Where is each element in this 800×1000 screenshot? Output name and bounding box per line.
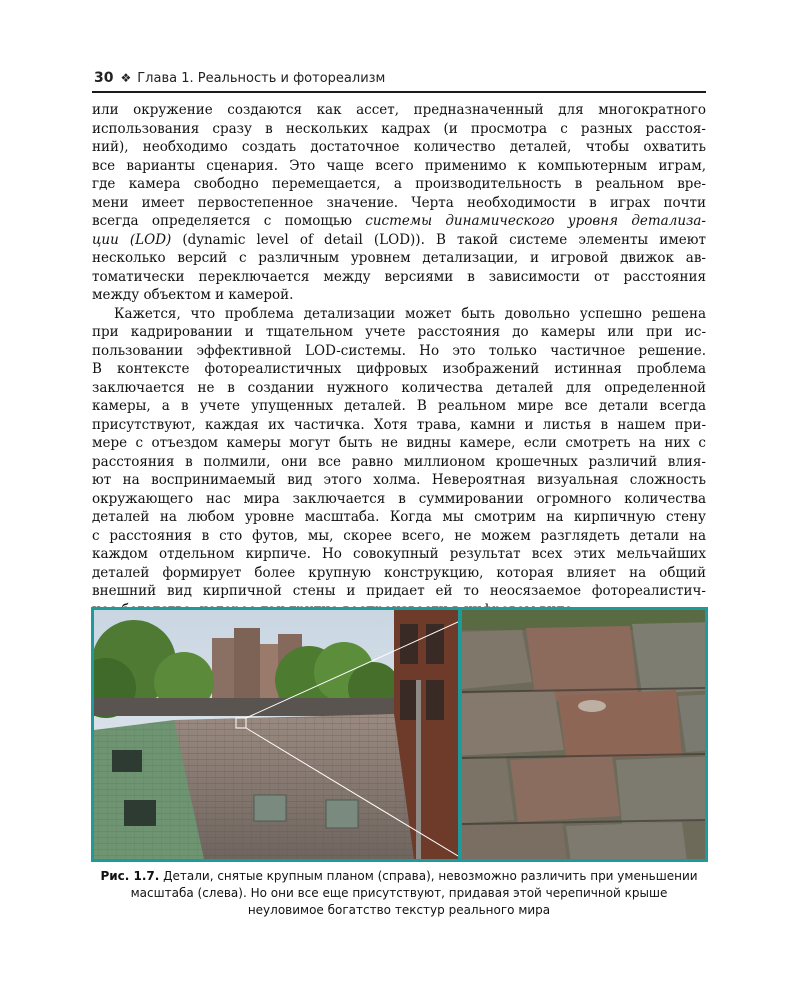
paragraph-1-line: использования сразу в нескольких кадрах (и просмотра с разных расстоя- [92, 120, 706, 137]
paragraph-2-line: камеры, а в учете упущенных деталей. В реальном мире все детали всегда [92, 398, 706, 414]
body-text [92, 101, 706, 619]
caption-line: неуловимое богатство текстур реального мира [247, 903, 551, 917]
running-header [94, 70, 706, 90]
paragraph-1-line: между объектом и камерой. [92, 287, 294, 303]
paragraph-2-line: расстояния в полмили, они все равно миллионом крошечных различий влия- [92, 453, 706, 470]
paragraph-1-line [92, 212, 706, 231]
paragraph-2-line: с расстояния в сто футов, мы, скорее всего, не можем разглядеть детали на [92, 527, 706, 544]
italic-term: ции (LOD) [92, 231, 172, 248]
roof-wide-illustration [94, 610, 458, 859]
figure-caption [92, 868, 706, 919]
paragraph-1-line: несколько версий с различным уровнем детализации, и игровой движок ав- [92, 250, 706, 266]
paragraph-2-line: В контексте фотореалистичных цифровых изображений истинная проблема [92, 361, 706, 377]
line-text: всегда определяется с помощью [92, 213, 366, 229]
paragraph-1-line: или окружение создаются как ассет, предназначенный для многократного [92, 102, 706, 118]
italic-term: системы динамического уровня детализа- [365, 213, 706, 229]
paragraph-2-line: Кажется, что проблема детализации может быть довольно успешно решена [114, 305, 706, 322]
page-number: 30 [94, 70, 114, 86]
header-rule [92, 91, 706, 93]
paragraph-2-line: деталей формирует более крупную конструкцию, которая влияет на общий [92, 564, 706, 581]
paragraph-2-line: присутствуют, каждая их частичка. Хотя трава, камни и листья в нашем при- [92, 416, 706, 433]
paragraph-2-line: заключается не в создании нужного количества деталей для определенной [92, 379, 706, 396]
roof-wide-photo [94, 610, 458, 859]
paragraph-2-line: ют на воспринимаемый вид этого холма. Невероятная визуальная сложность [92, 472, 706, 488]
paragraph-2-line: каждом отдельном кирпиче. Но совокупный результат всех этих мельчайших [92, 546, 706, 562]
ornament-icon: ❖ [120, 71, 132, 85]
paragraph-2-line: мере с отъездом камеры могут быть не видны камере, если смотреть на них с [92, 435, 706, 451]
paragraph-2-line: пользовании эффективной LOD-системы. Но это только частичное решение. [92, 342, 706, 359]
paragraph-2-line: при кадрировании и тщательном учете расстояния до камеры или при ис- [92, 324, 706, 340]
paragraph-1-line: где камера свободно перемещается, а производительность в реальном вре- [92, 176, 706, 192]
paragraph-2-line: внешний вид кирпичной стены и придает ей то неосязаемое фотореалистич- [92, 583, 706, 599]
paragraph-1-line: мени имеет первостепенное значение. Черта необходимости в играх почти [92, 194, 706, 211]
slate-closeup-illustration [462, 610, 705, 859]
paragraph-1-line [92, 231, 706, 250]
chapter-title: Глава 1. Реальность и фотореализм [137, 71, 386, 86]
paragraph-1-line: ний), необходимо создать достаточное количество деталей, чтобы охватить [92, 139, 706, 155]
slate-closeup-photo [462, 610, 705, 859]
figure-1-7 [91, 607, 708, 862]
paragraph-1-line: томатически переключается между версиями в зависимости от расстояния [92, 268, 706, 285]
figure-label: Рис. 1.7. [100, 869, 160, 883]
line-text: (dynamic level of detail (LOD)). В такой системе элементы имеют [171, 231, 706, 248]
caption-line: масштаба (слева). Но они все еще присутствуют, придавая этой черепичной крыше [130, 886, 668, 900]
paragraph-1-line: все варианты сценария. Это чаще всего применимо к компьютерным играм, [92, 157, 706, 174]
caption-line [92, 868, 706, 885]
paragraph-2-line: деталей на любом уровне масштаба. Когда мы смотрим на кирпичную стену [92, 509, 706, 525]
paragraph-2-line: окружающего нас мира заключается в суммировании огромного количества [92, 490, 706, 507]
caption-text: Детали, снятые крупным планом (справа), невозможно различить при уменьшении [159, 869, 698, 883]
